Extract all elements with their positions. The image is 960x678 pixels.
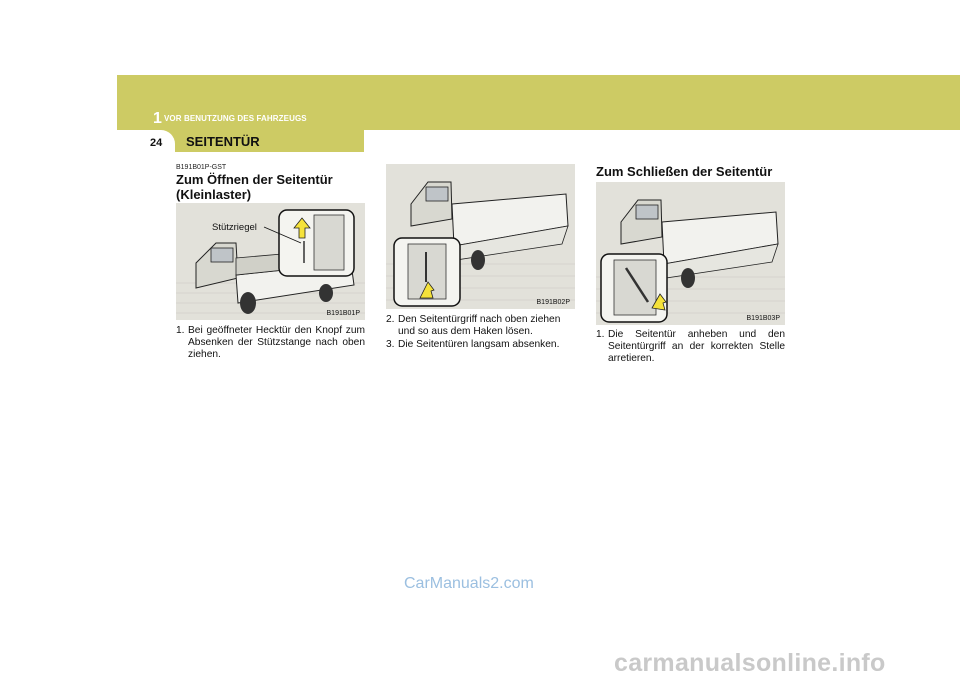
figure-code-3: B191B03P	[746, 315, 780, 322]
column3-step-1	[596, 329, 785, 365]
section-code: B191B01P-GST	[176, 164, 227, 171]
step-text: Bei geöffneter Hecktür den Knopf zum Absenken der Stützstange nach oben ziehen.	[188, 325, 365, 360]
truck-illustration-2	[386, 164, 575, 309]
column2-step-2	[386, 314, 575, 338]
column1-step-1	[176, 325, 365, 361]
truck-illustration-1	[176, 203, 365, 320]
chapter-number: 1	[153, 110, 162, 127]
section-tab-edge	[117, 130, 175, 152]
column1-heading-line2: (Kleinlaster)	[176, 187, 252, 202]
column2-step-3	[386, 339, 575, 351]
figure-code-1: B191B01P	[326, 310, 360, 317]
figure-open-side-door	[176, 203, 365, 320]
step-number: 1.	[176, 325, 185, 336]
step-text: Die Seitentüren langsam absenken.	[398, 339, 560, 350]
step-number: 3.	[386, 339, 395, 350]
step-text: Den Seitentürgriff nach oben ziehen und so aus dem Haken lösen.	[398, 314, 561, 337]
page-number: 24	[150, 137, 163, 149]
callout-stuetzriegel: Stützriegel	[212, 222, 257, 233]
step-number: 2.	[386, 314, 395, 325]
step-number: 1.	[596, 329, 605, 340]
column1-heading	[176, 172, 333, 202]
truck-illustration-3	[596, 182, 785, 325]
column1-heading-line1: Zum Öffnen der Seitentür	[176, 172, 333, 187]
column3-heading: Zum Schließen der Seitentür	[596, 164, 773, 179]
chapter-title: VOR BENUTZUNG DES FAHRZEUGS	[164, 114, 307, 123]
section-title: SEITENTÜR	[186, 134, 260, 149]
watermark-carmanualsonline: carmanualsonline.info	[614, 649, 886, 677]
figure-close-side-door	[596, 182, 785, 325]
watermark-carmanuals2: CarManuals2.com	[404, 575, 534, 592]
step-text: Die Seitentür anheben und den Seitentürgriff an der korrekten Stelle arretieren.	[608, 329, 785, 364]
figure-code-2: B191B02P	[536, 299, 570, 306]
figure-lower-side-door	[386, 164, 575, 309]
